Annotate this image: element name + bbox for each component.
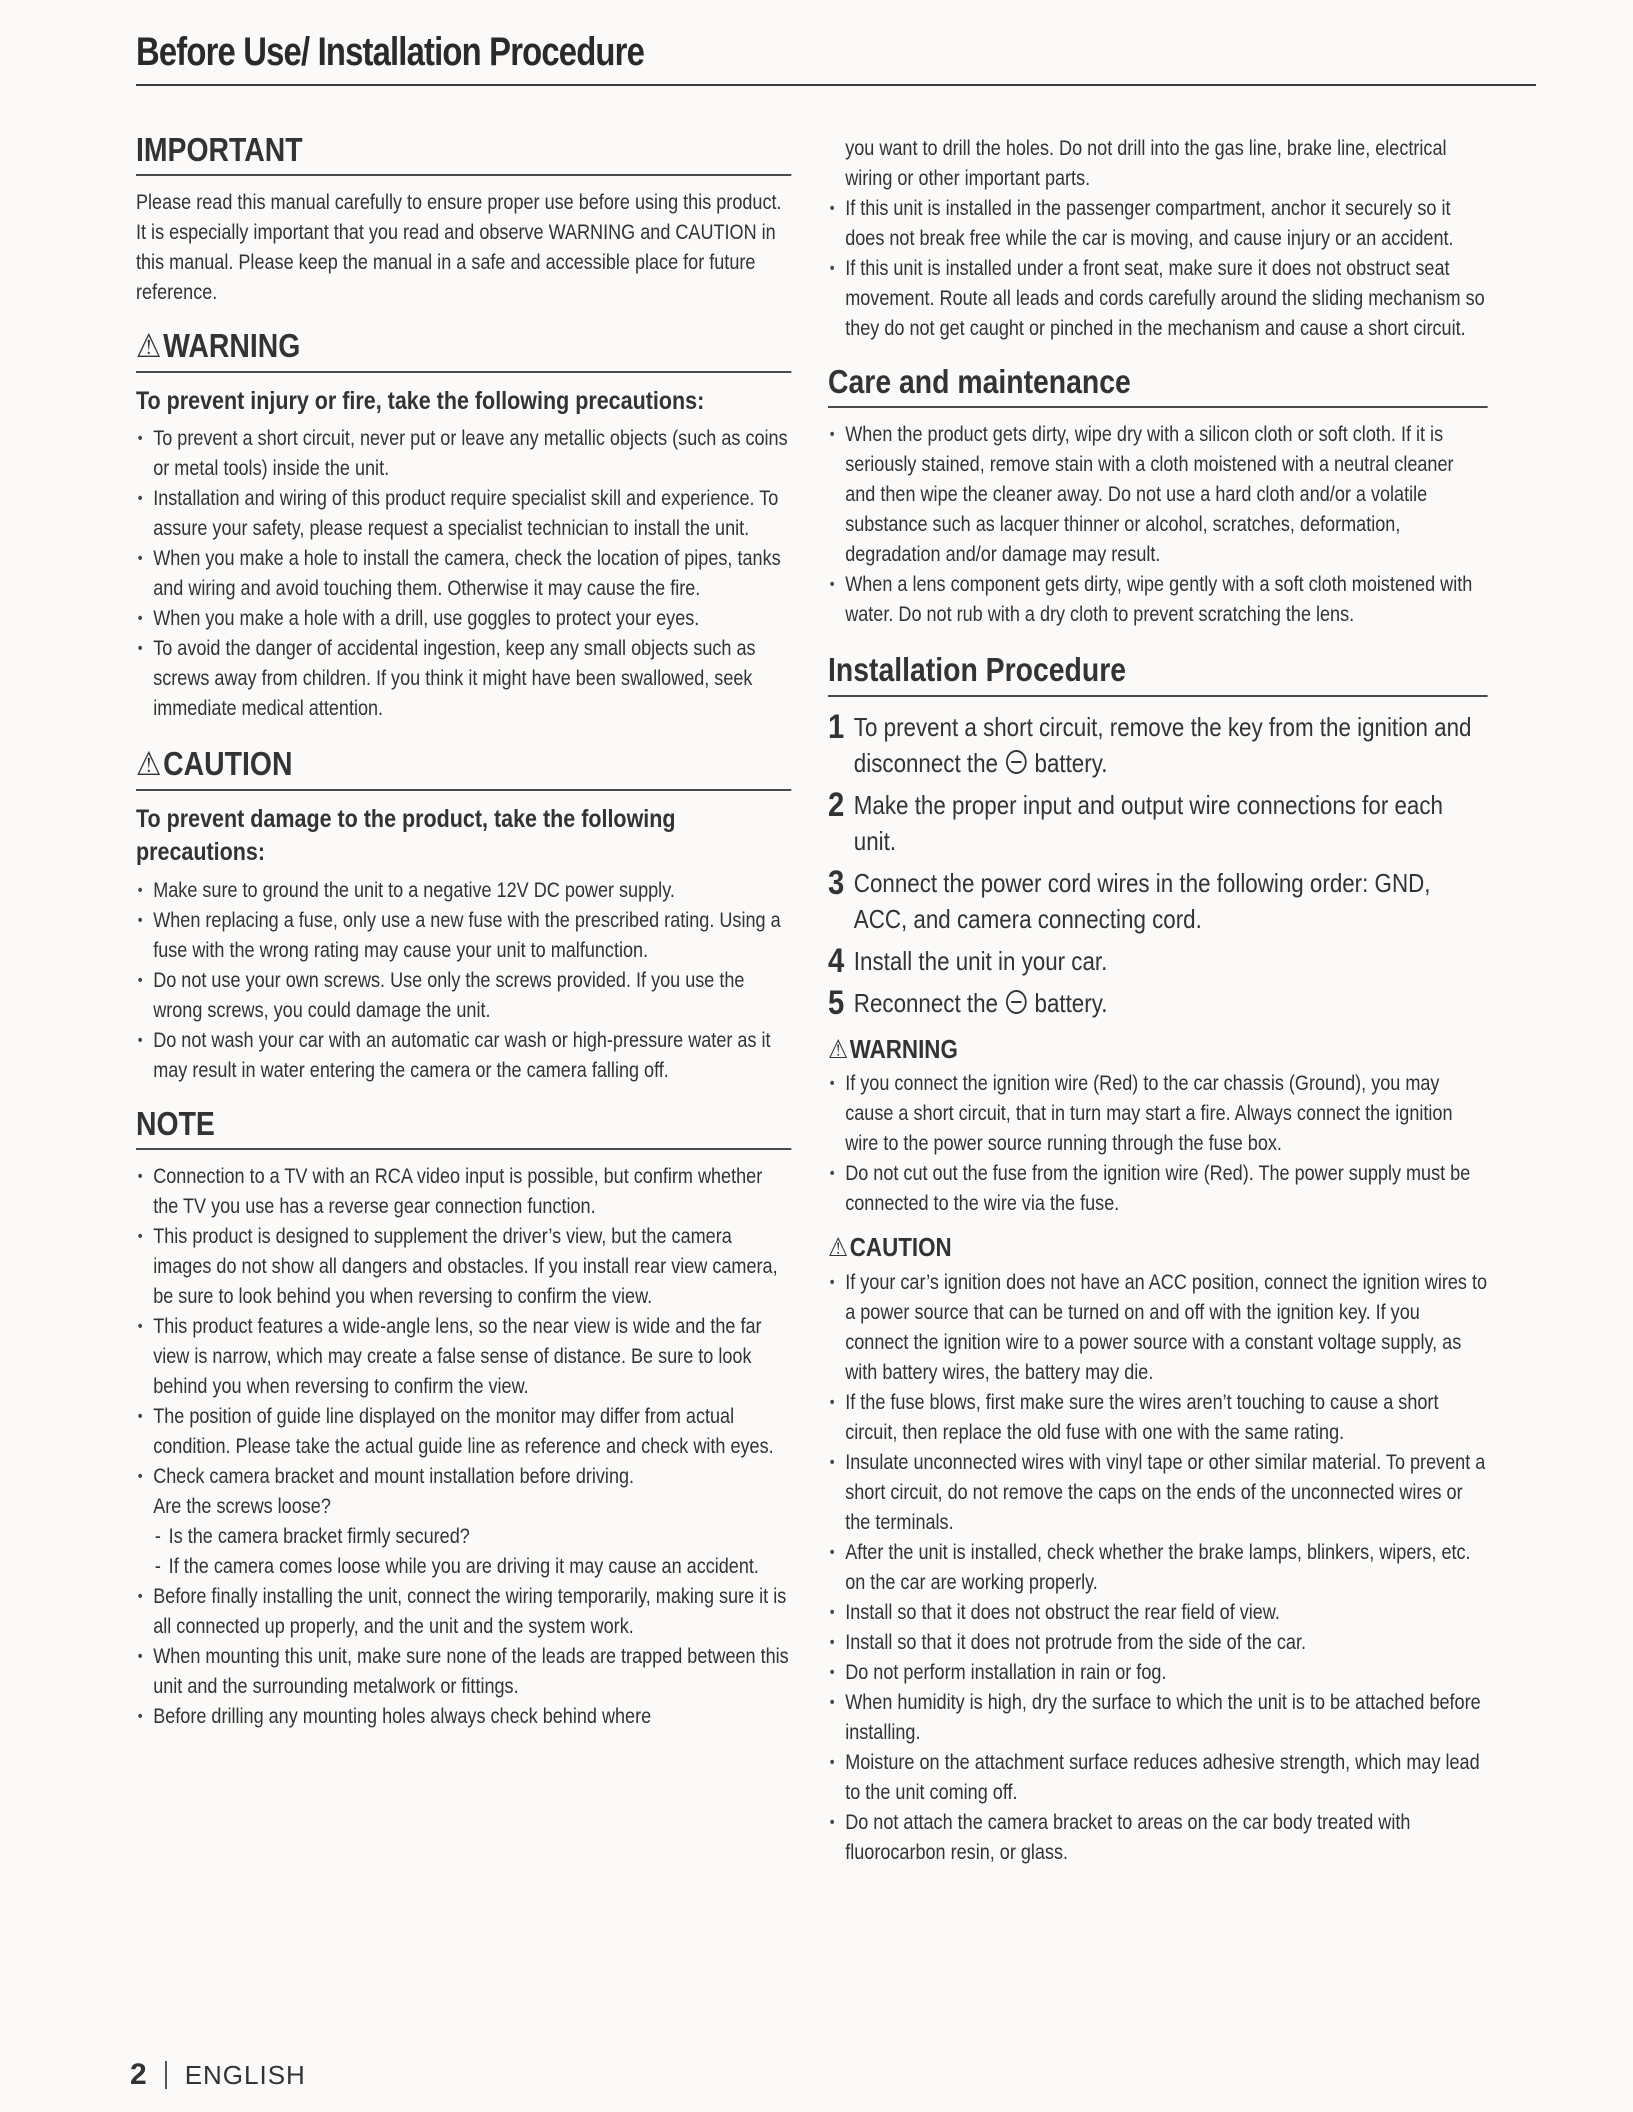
list-item: • After the unit is installed, check whether the brake lamps, blinkers, wipers, etc. on the car are working properly. [828,1538,1488,1598]
list-item: • When replacing a fuse, only use a new fuse with the prescribed rating. Using a fuse with the wrong rating may cause your unit to malfunction. [136,906,791,966]
list-item: • Before finally installing the unit, connect the wiring temporarily, making sure it is all connected up properly, and the unit and the system work. [136,1582,791,1642]
warning-subheading: To prevent injury or fire, take the following precautions: [136,386,705,415]
caution2-heading-text: CAUTION [849,1232,952,1263]
list-item: • This product is designed to supplement the driver’s view, but the camera images do not show all dangers and obstacles. If you install rear view camera, be sure to look behind you when reversing to confirm the view. [136,1222,791,1312]
list-item: • Install so that it does not protrude from the side of the car. [828,1628,1488,1658]
minus-terminal-icon [1006,990,1027,1014]
list-item: • To prevent a short circuit, never put or leave any metallic objects (such as coins or metal tools) inside the unit. [136,424,791,484]
step-number: 4 [828,941,845,980]
list-item: • When mounting this unit, make sure none of the leads are trapped between this unit and the surrounding metalwork or fittings. [136,1642,791,1702]
warning-icon: ⚠ [136,327,162,365]
list-item: • Installation and wiring of this product require specialist skill and experience. To assure your safety, please request a specialist technician to install the unit. [136,484,791,544]
step-number: 3 [828,863,845,902]
step-item [828,787,1488,859]
list-item: • Do not perform installation in rain or fog. [828,1658,1488,1688]
caution2-list [828,1268,1488,1868]
note-heading: NOTE [136,1106,791,1150]
step-number: 2 [828,785,845,824]
continued-list [828,134,1488,344]
bracket-sublist [153,1522,791,1582]
step-text: Install the unit in your car. [853,945,1108,976]
caution-heading-text: CAUTION [163,745,293,783]
step-item [828,865,1488,937]
step-text-before: Reconnect the [853,987,998,1018]
care-heading: Care and maintenance [828,364,1488,408]
list-item: • Insulate unconnected wires with vinyl tape or other similar material. To prevent a short circuit, do not remove the caps on the ends of the unconnected wires or the terminals. [828,1448,1488,1538]
caution-list [136,876,791,1086]
list-item: • To avoid the danger of accidental ingestion, keep any small objects such as screws away from children. If you think it might have been swallowed, seek immediate medical attention. [136,634,791,724]
list-item: • Before drilling any mounting holes always check behind where [136,1702,791,1732]
step-number: 1 [828,707,845,746]
right-column [828,120,1488,1872]
list-item: • Do not attach the camera bracket to areas on the car body treated with fluorocarbon resin, or glass. [828,1808,1488,1868]
installation-steps [828,709,1488,1021]
warning2-heading-text: WARNING [849,1033,958,1064]
bracket-item: • Check camera bracket and mount installation before driving. [153,1465,635,1489]
caution-heading [136,746,791,790]
step-text-before: To prevent a short circuit, remove the key from the ignition and disconnect the [853,711,1472,778]
list-item: • When you make a hole with a drill, use goggles to protect your eyes. [136,604,791,634]
left-column [136,120,791,1736]
minus-terminal-icon [1006,750,1027,774]
list-item: • If this unit is installed in the passenger compartment, anchor it securely so it does not break free while the car is moving, and cause injury or an accident. [828,194,1488,254]
list-item: • When humidity is high, dry the surface to which the unit is to be attached before installing. [828,1688,1488,1748]
list-item: • Make sure to ground the unit to a negative 12V DC power supply. [136,876,791,906]
list-item: • Connection to a TV with an RCA video input is possible, but confirm whether the TV you use has a reverse gear connection function. [136,1162,791,1222]
footer-divider [165,2061,167,2089]
bracket-question: Are the screws loose? [153,1495,331,1519]
list-item: • When a lens component gets dirty, wipe gently with a soft cloth moistened with water. Do not rub with a dry cloth to prevent scratching the lens. [828,570,1488,630]
list-item: • When you make a hole to install the camera, check the location of pipes, tanks and wiring and avoid touching them. Otherwise it may cause the fire. [136,544,791,604]
list-item: • Install so that it does not obstruct the rear field of view. [828,1598,1488,1628]
caution-icon: ⚠ [136,745,162,783]
sub-list-item: - Is the camera bracket firmly secured? [153,1522,791,1552]
page-number: 2 [130,2058,147,2091]
sub-list-item: - If the camera comes loose while you are driving it may cause an accident. [153,1552,791,1582]
list-item: • Moisture on the attachment surface reduces adhesive strength, which may lead to the unit coming off. [828,1748,1488,1808]
caution2-heading [828,1233,1488,1262]
list-item [136,1462,791,1582]
list-item: • If this unit is installed under a front seat, make sure it does not obstruct seat movement. Route all leads and cords carefully around the sliding mechanism so they do not get caught or pinched in the mechanism and cause a short circuit. [828,254,1488,344]
important-text: Please read this manual carefully to ensure proper use before using this product. It is especially important that you read and observe WARNING and CAUTION in this manual. Please keep the manual in a safe and accessible place for future reference. [136,191,782,305]
page-footer [130,2058,306,2092]
step-text: Make the proper input and output wire connections for each unit. [853,789,1443,856]
continued-text [828,134,1488,194]
warning2-list [828,1069,1488,1219]
list-item: • The position of guide line displayed on the monitor may differ from actual condition. Please take the actual guide line as reference and check with eyes. [136,1402,791,1462]
list-item: • If your car’s ignition does not have an ACC position, connect the ignition wires to a power source that can be turned on and off with the ignition key. If you connect the ignition wire to a power source with a constant voltage supply, as with battery wires, the battery may die. [828,1268,1488,1388]
step-text [854,985,1108,1021]
warning-heading-text: WARNING [163,327,301,365]
title-rule [136,84,1536,86]
step-text: Connect the power cord wires in the following order: GND, ACC, and camera connecting cord. [853,867,1431,934]
warning-heading [136,328,791,372]
step-number: 5 [828,983,845,1022]
list-item: • If the fuse blows, first make sure the wires aren’t touching to cause a short circuit, then replace the old fuse with one with the same rating. [828,1388,1488,1448]
care-list [828,420,1488,630]
list-item: • If you connect the ignition wire (Red) to the car chassis (Ground), you may cause a short circuit, that in turn may start a fire. Always connect the ignition wire to the power source running through the fuse box. [828,1069,1488,1159]
step-text [854,709,1488,781]
list-item: • When the product gets dirty, wipe dry with a silicon cloth or soft cloth. If it is seriously stained, remove stain with a cloth moistened with a neutral cleaner and then wipe the cleaner away. Do not use a hard cloth and/or a volatile substance such as lacquer thinner or alcohol, scratches, deformation, degradation and/or damage may result. [828,420,1488,570]
footer-language: ENGLISH [184,2059,306,2090]
step-text-after: battery. [1028,987,1108,1018]
step-item [828,943,1488,979]
note-list [136,1162,791,1732]
installation-heading: Installation Procedure [828,652,1488,696]
caution-subheading: To prevent damage to the product, take the following precautions: [136,804,676,867]
warning-icon: ⚠ [828,1033,849,1064]
list-item: • This product features a wide-angle lens, so the near view is wide and the far view is narrow, which may create a false sense of distance. Be sure to look behind you when reversing to confirm the view. [136,1312,791,1402]
continued-text-body: you want to drill the holes. Do not drill into the gas line, brake line, electrical wiring or other important parts. [845,137,1447,190]
warning-list [136,424,791,724]
warning2-heading [828,1035,1488,1064]
list-item: • Do not wash your car with an automatic car wash or high-pressure water as it may result in water entering the camera or the camera falling off. [136,1026,791,1086]
step-text-after: battery. [1028,747,1108,778]
page-title: Before Use/ Installation Procedure [136,30,645,74]
important-heading: IMPORTANT [136,132,791,176]
caution-icon: ⚠ [828,1232,849,1263]
list-item: • Do not cut out the fuse from the ignition wire (Red). The power supply must be connected to the wire via the fuse. [828,1159,1488,1219]
step-item [828,985,1488,1021]
step-item [828,709,1488,781]
list-item: • Do not use your own screws. Use only the screws provided. If you use the wrong screws, you could damage the unit. [136,966,791,1026]
